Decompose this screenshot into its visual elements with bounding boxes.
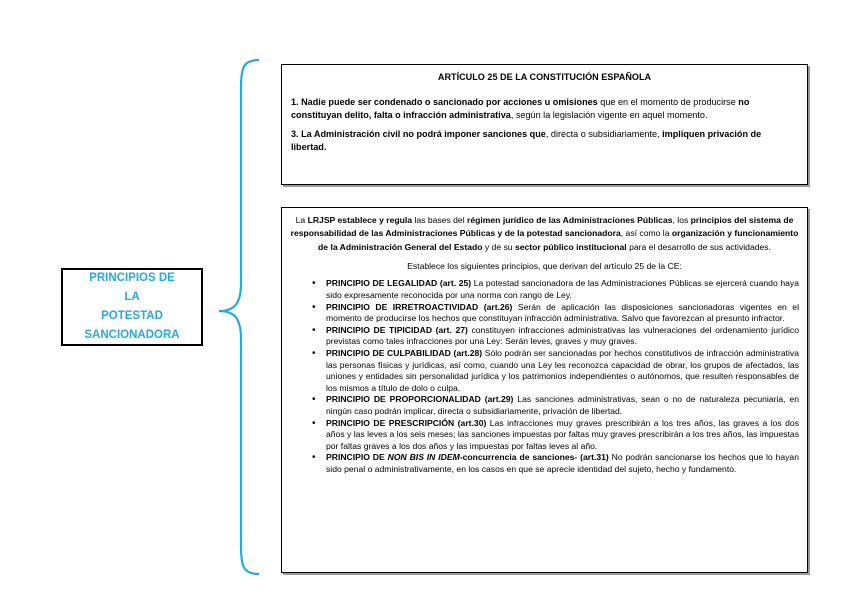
title-line-2: POTESTAD bbox=[101, 310, 163, 322]
p1-c: que en el momento de producirse bbox=[597, 97, 739, 107]
p3-c: impliquen privación de libertad. bbox=[291, 129, 762, 152]
principle-item bbox=[326, 394, 799, 417]
article-paragraph-1 bbox=[291, 96, 798, 122]
constitucion-heading: ARTÍCULO 25 DE LA CONSTITUCIÓN ESPAÑOLA bbox=[437, 72, 652, 82]
principle-item bbox=[326, 348, 799, 394]
intro-t9: organización y funcionamiento de la Administración General del Estado bbox=[318, 228, 799, 252]
non-bis-pre: PRINCIPIO DE bbox=[326, 452, 388, 463]
intro-t11: sector público institucional bbox=[514, 241, 627, 252]
principle-name: PRINCIPIO DE PROPORCIONALIDAD (art.29) bbox=[326, 394, 514, 405]
intro-t5: régimen jurídico de las Administraciones Públicas bbox=[467, 215, 673, 225]
principle-item bbox=[326, 418, 799, 453]
diagram-title bbox=[82, 269, 182, 345]
p1-a: 1. Nadie puede ser bbox=[291, 97, 374, 107]
intro-t8: , así como la bbox=[620, 228, 672, 239]
article-paragraph-3 bbox=[291, 128, 798, 154]
principle-name: PRINCIPIO DE IRRETROACTIVIDAD (art.26) bbox=[326, 301, 513, 312]
principle-text: Sólo podrán ser sancionadas por hechos constitutivos de infracción administrativa las personas físicas y jurídicas, así como, cuando una Ley les reconozca capacidad de obrar, los grupos de afectados, las uniones y entidades sin personalidad jurídica y los patrimonios independientes o autónomos, que resulten responsables de los mismos a título de dolo o culpa. bbox=[326, 348, 799, 393]
title-box bbox=[61, 268, 203, 346]
principles-list bbox=[290, 278, 799, 475]
principle-name: PRINCIPIO DE LEGALIDAD (art. 25) bbox=[326, 278, 472, 289]
p1-b: condenado o sancionado por acciones u omisiones bbox=[373, 97, 598, 107]
principle-item bbox=[326, 452, 799, 475]
title-line-3: SANCIONADORA bbox=[84, 329, 180, 341]
principle-item bbox=[326, 302, 799, 325]
non-bis-post: -concurrencia de sanciones- (art.31) bbox=[459, 452, 609, 463]
principle-text: constituyen infracciones administrativas las vulneraciones del ordenamiento jurídico previstas como tales infracciones por una Ley: Serán leves, graves y muy graves. bbox=[326, 324, 799, 347]
principle-item bbox=[326, 325, 799, 348]
principle-text: Serán de aplicación las disposiciones sancionadoras vigentes en el momento de producirse los hechos que constituyan infracción administrativa. Salvo que favorezcan al presunto infractor. bbox=[326, 301, 799, 324]
intro-t12: para el desarrollo de sus actividades. bbox=[626, 241, 771, 252]
non-bis-italic: NON BIS IN IDEM bbox=[387, 452, 460, 463]
p3-a: 3. La Administración civil no podrá imponer sanciones que bbox=[291, 129, 546, 139]
constitucion-box bbox=[281, 64, 808, 185]
intro-t1: La bbox=[295, 215, 308, 225]
p3-b: , directa o subsidiariamente, bbox=[545, 129, 663, 139]
title-line-1: PRINCIPIOS DE LA bbox=[89, 272, 175, 303]
principle-text: La potestad sancionadora de las Administraciones Públicas se ejercerá cuando haya sido expresamente reconocida por una norma con rango de Ley. bbox=[326, 278, 799, 301]
principle-name bbox=[326, 452, 609, 462]
p1-d: no constituyan delito, falta o infracción administrativa bbox=[291, 97, 750, 120]
curly-brace bbox=[205, 58, 265, 578]
establece-line: Establece los siguientes principios, que derivan del artículo 25 de la CE: bbox=[407, 260, 682, 271]
principle-text: Las infracciones muy graves prescribirán a los tres años, las graves a los dos años y las leves a los seis meses; las sanciones impuestas por faltas muy graves prescribirán a los tres años, las impuestas por faltas graves a los dos años y las impuestas por faltas leves al año. bbox=[326, 417, 800, 451]
principle-name: PRINCIPIO DE CULPABILIDAD (art.28) bbox=[326, 348, 483, 359]
p1-e: , según la legislación vigente en aquel momento. bbox=[510, 110, 708, 120]
lrjsp-intro bbox=[290, 214, 799, 254]
intro-t7: principios del sistema de responsabilidad de las Administraciones Públicas y de la potestad sancionadora bbox=[290, 215, 794, 239]
lrjsp-box bbox=[281, 207, 808, 573]
intro-t3: establece y regula bbox=[335, 215, 413, 225]
principle-text: No podrán sancionarse los hechos que lo hayan sido penal o administrativamente, en los casos en que se aprecie identidad del sujeto, hecho y fundamento. bbox=[326, 452, 799, 474]
intro-t4: las bases del bbox=[412, 215, 467, 225]
principle-name: PRINCIPIO DE TIPICIDAD (art. 27) bbox=[326, 324, 468, 335]
intro-t10: y de su bbox=[482, 241, 515, 252]
principle-name: PRINCIPIO DE PRESCRIPCIÓN (art.30) bbox=[326, 417, 487, 428]
intro-t6: , los bbox=[672, 215, 691, 225]
intro-t2: LRJSP bbox=[307, 215, 336, 225]
principle-text: Las sanciones administrativas, sean o no de naturaleza pecuniaria, en ningún caso podrán implicar, directa o subsidiariamente, privación de libertad. bbox=[326, 394, 799, 417]
principle-item bbox=[326, 278, 799, 301]
